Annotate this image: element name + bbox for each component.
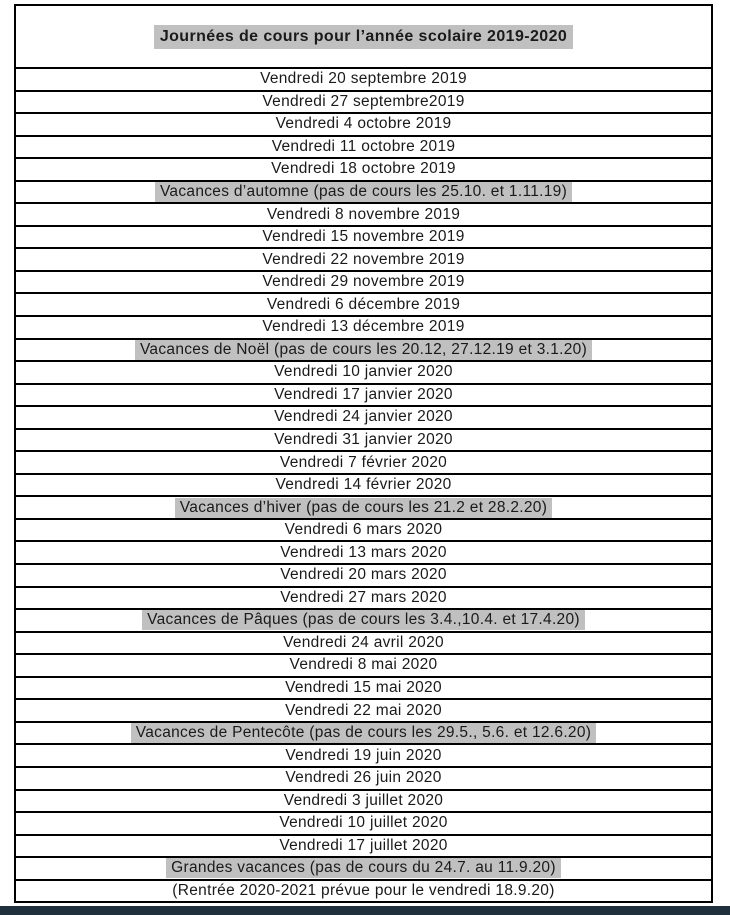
schedule-row-label: Vendredi 7 février 2020 — [279, 453, 448, 471]
schedule-row-label: Vendredi 22 mai 2020 — [285, 701, 442, 719]
schedule-row-label: Vendredi 19 juin 2020 — [285, 746, 442, 764]
schedule-row — [16, 249, 711, 272]
schedule-row — [16, 542, 711, 565]
schedule-row — [16, 700, 711, 723]
schedule-table — [14, 4, 713, 903]
schedule-row — [16, 294, 711, 317]
schedule-row-label: Vendredi 10 juillet 2020 — [279, 814, 448, 832]
schedule-row-label: Vendredi 24 janvier 2020 — [274, 408, 453, 426]
schedule-row — [16, 610, 711, 633]
schedule-row-label: Vendredi 6 mars 2020 — [284, 521, 443, 539]
schedule-row — [16, 182, 711, 205]
schedule-row-label: Vacances de Pâques (pas de cours les 3.4.,10.4. et 17.4.20) — [142, 610, 585, 630]
schedule-row-label: Vendredi 8 novembre 2019 — [266, 205, 461, 223]
schedule-row — [16, 497, 711, 520]
schedule-row-label: Vendredi 17 janvier 2020 — [274, 385, 453, 403]
schedule-row-label: Vendredi 20 mars 2020 — [280, 566, 447, 584]
schedule-row — [16, 723, 711, 746]
schedule-row-label: Vendredi 11 octobre 2019 — [271, 137, 456, 155]
schedule-row — [16, 272, 711, 295]
schedule-row — [16, 159, 711, 182]
schedule-row — [16, 768, 711, 791]
schedule-row-label: Vendredi 13 décembre 2019 — [262, 318, 465, 336]
schedule-row-label: Vendredi 13 mars 2020 — [280, 543, 447, 561]
schedule-row — [16, 678, 711, 701]
page-title: Journées de cours pour l’année scolaire 2019-2020 — [154, 25, 573, 49]
schedule-row — [16, 317, 711, 340]
schedule-row-label: Vacances de Pentecôte (pas de cours les 29.5., 5.6. et 12.6.20) — [131, 723, 596, 743]
schedule-row-label: Vendredi 18 octobre 2019 — [271, 160, 456, 178]
schedule-row — [16, 520, 711, 543]
schedule-row-label: Vendredi 3 juillet 2020 — [283, 791, 444, 809]
schedule-row-label: Vendredi 15 novembre 2019 — [262, 228, 465, 246]
schedule-row — [16, 633, 711, 656]
schedule-row-label: Vendredi 24 avril 2020 — [283, 633, 444, 651]
schedule-row-label: Vacances d’automne (pas de cours les 25.10. et 1.11.19) — [155, 182, 572, 202]
schedule-row-label: Vendredi 14 février 2020 — [275, 476, 452, 494]
schedule-row — [16, 858, 711, 881]
schedule-row — [16, 362, 711, 385]
schedule-row-label: Vacances de Noël (pas de cours les 20.12, 27.12.19 et 3.1.20) — [135, 340, 592, 360]
schedule-row — [16, 114, 711, 137]
schedule-row-label: Vendredi 8 mai 2020 — [289, 656, 438, 674]
bottom-edge-bar — [0, 906, 730, 915]
schedule-row-label: Vendredi 17 juillet 2020 — [279, 836, 448, 854]
schedule-row-label: Vendredi 4 octobre 2019 — [275, 115, 452, 133]
schedule-row — [16, 92, 711, 115]
schedule-row-label: Vendredi 26 juin 2020 — [285, 769, 442, 787]
schedule-row-label: Vendredi 6 décembre 2019 — [266, 295, 461, 313]
schedule-row-label: Vendredi 10 janvier 2020 — [274, 363, 453, 381]
schedule-row — [16, 745, 711, 768]
schedule-row — [16, 227, 711, 250]
schedule-row — [16, 137, 711, 160]
schedule-row — [16, 407, 711, 430]
schedule-row-label: Grandes vacances (pas de cours du 24.7. au 11.9.20) — [166, 858, 561, 878]
schedule-row-label: Vendredi 31 janvier 2020 — [274, 431, 453, 449]
schedule-rows — [16, 69, 711, 901]
schedule-row — [16, 813, 711, 836]
schedule-row — [16, 565, 711, 588]
schedule-row — [16, 588, 711, 611]
title-row — [16, 6, 711, 69]
schedule-row-label: Vendredi 27 mars 2020 — [280, 588, 447, 606]
schedule-row-label: Vendredi 15 mai 2020 — [285, 679, 442, 697]
schedule-row — [16, 340, 711, 363]
schedule-row — [16, 791, 711, 814]
schedule-row — [16, 430, 711, 453]
schedule-row — [16, 204, 711, 227]
schedule-row — [16, 655, 711, 678]
schedule-row — [16, 452, 711, 475]
schedule-row-label: Vendredi 27 septembre2019 — [262, 92, 465, 110]
schedule-row — [16, 475, 711, 498]
schedule-row-label: Vacances d’hiver (pas de cours les 21.2 et 28.2.20) — [175, 498, 552, 518]
schedule-row-label: Vendredi 22 novembre 2019 — [262, 250, 465, 268]
schedule-row — [16, 836, 711, 859]
schedule-row-label: Vendredi 20 septembre 2019 — [260, 70, 467, 88]
schedule-row-label: (Rentrée 2020-2021 prévue pour le vendredi 18.9.20) — [172, 881, 555, 899]
schedule-row — [16, 881, 711, 902]
schedule-row — [16, 385, 711, 408]
schedule-row — [16, 69, 711, 92]
schedule-row-label: Vendredi 29 novembre 2019 — [262, 273, 465, 291]
